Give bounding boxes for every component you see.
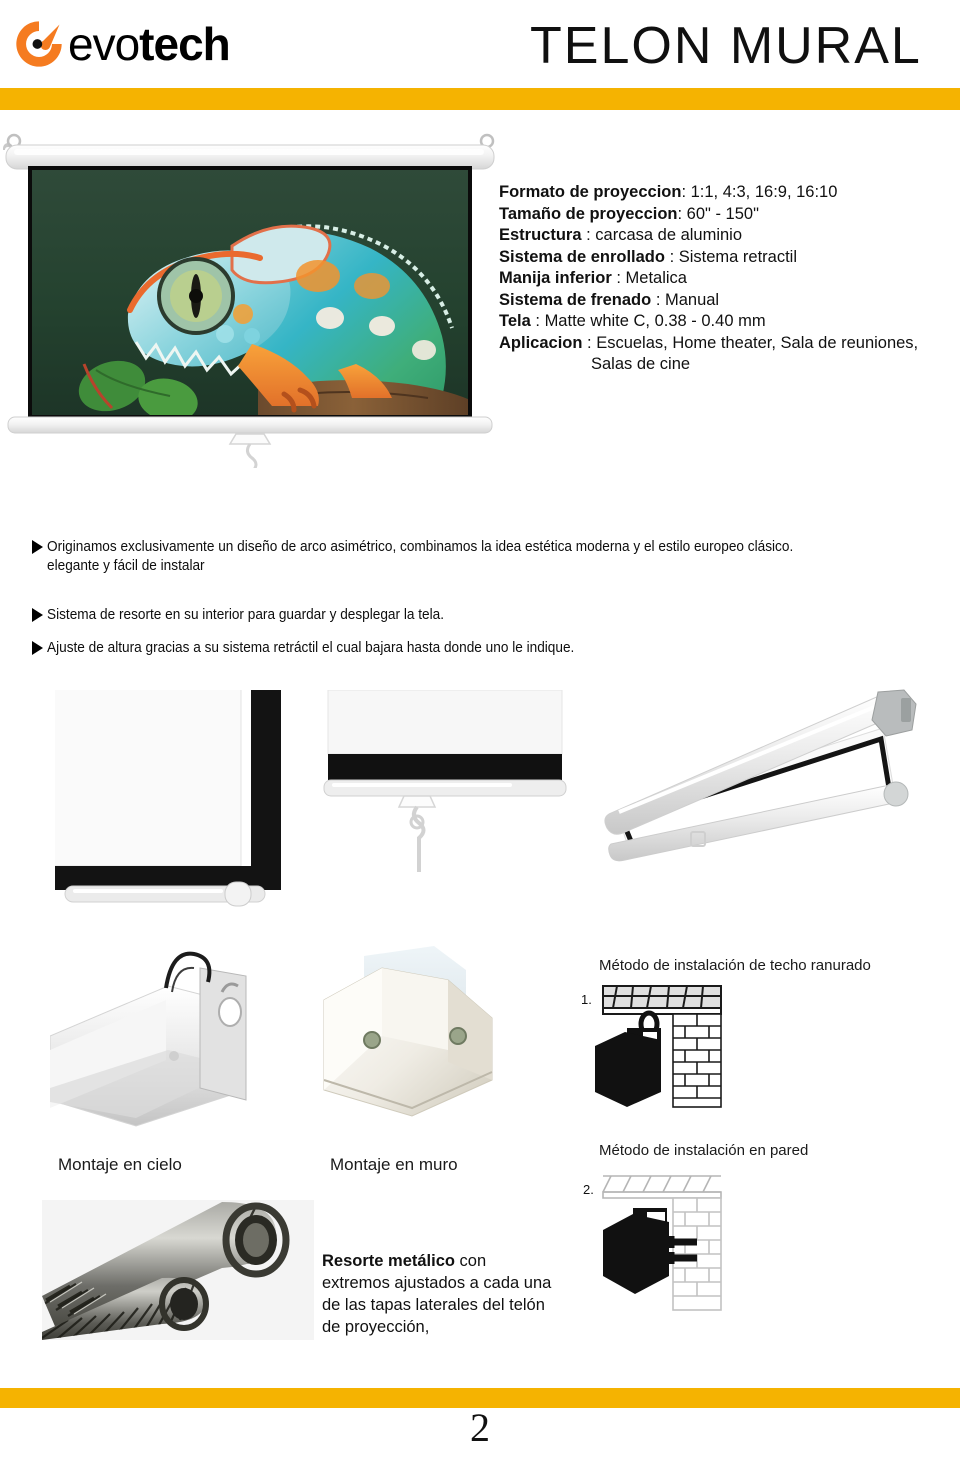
spec-value: Sistema retractil xyxy=(678,247,798,266)
svg-text:2.: 2. xyxy=(583,1182,594,1197)
photo-metal-springs xyxy=(42,1200,314,1340)
diagram-ceiling-installation xyxy=(575,984,740,1109)
spec-value: Escuelas, Home theater, Sala de reuniones, xyxy=(596,333,919,352)
feature-list xyxy=(32,538,952,658)
caption-diagram-wall: Método de instalación en pared xyxy=(599,1142,809,1159)
spec-value: 1:1, 4:3, 16:9, 16:10 xyxy=(690,183,838,201)
hero-section xyxy=(0,110,960,510)
feature-text: Ajuste de altura gracias a su sistema retráctil el cual bajara hasta donde uno le indique. xyxy=(47,640,575,656)
photo-screen-bottom-bar xyxy=(320,690,570,930)
spec-separator: : xyxy=(587,333,597,352)
feature-text-line2: elegante y fácil de instalar xyxy=(47,558,205,574)
spec-separator: : xyxy=(677,204,687,223)
svg-text:1.: 1. xyxy=(581,992,592,1007)
photo-wall-mount-bracket xyxy=(316,940,531,1135)
spec-separator: : xyxy=(655,290,665,309)
specifications-list xyxy=(499,182,959,376)
spec-label: Sistema de enrollado xyxy=(499,247,670,266)
spec-separator: : xyxy=(535,312,545,330)
spec-row xyxy=(499,204,959,226)
spec-label: Aplicacion xyxy=(499,333,588,352)
diagram-wall-installation xyxy=(575,1172,740,1312)
spec-value: Matte white C, 0.38 - 0.40 mm xyxy=(544,312,766,330)
brand-name-light: evo xyxy=(68,18,140,70)
spec-label: Manija inferior xyxy=(499,269,617,287)
caption-wall-mount: Montaje en muro xyxy=(330,1155,458,1174)
feature-item xyxy=(32,606,952,625)
spec-value: Manual xyxy=(664,290,720,309)
brand-logo xyxy=(0,17,230,71)
triangle-bullet-icon xyxy=(32,540,43,554)
feature-text: Sistema de resorte en su interior para guardar y desplegar la tela. xyxy=(47,607,445,623)
caption-ceiling-mount: Montaje en cielo xyxy=(58,1155,182,1174)
feature-text xyxy=(47,538,793,576)
spec-label: Sistema de frenado xyxy=(499,290,656,309)
spec-row xyxy=(499,290,959,312)
triangle-bullet-icon xyxy=(32,608,43,622)
spec-row xyxy=(499,182,959,204)
spec-label: Estructura xyxy=(499,226,587,244)
spec-value: carcasa de aluminio xyxy=(595,226,743,244)
product-photo-projection-screen xyxy=(0,118,500,468)
spec-row xyxy=(499,311,959,333)
page-title: TELON MURAL xyxy=(530,17,922,75)
feature-text-line1: Originamos exclusivamente un diseño de arco asimétrico, combinamos la idea estética moderna y el estilo europeo clásico. xyxy=(47,539,794,555)
spec-row xyxy=(499,268,959,290)
spec-row xyxy=(499,247,959,269)
photo-screen-angled xyxy=(595,684,930,869)
spec-label: Tela xyxy=(499,312,536,330)
feature-item xyxy=(32,538,952,576)
brand-name-bold: tech xyxy=(139,18,230,70)
page-header xyxy=(0,0,960,88)
spec-value-continuation: Salas de cine xyxy=(591,355,691,373)
spec-separator: : xyxy=(586,226,596,244)
spec-value: Metalica xyxy=(625,269,687,287)
brand-wordmark xyxy=(68,18,230,70)
photo-screen-corner xyxy=(55,690,285,920)
feature-item xyxy=(32,639,952,658)
caption-diagram-ceiling: Método de instalación de techo ranurado xyxy=(599,957,871,974)
triangle-bullet-icon xyxy=(32,641,43,655)
spec-row xyxy=(499,225,959,247)
spring-description xyxy=(322,1250,552,1338)
spec-separator: : xyxy=(669,247,679,266)
spring-description-bold: Resorte metálico xyxy=(322,1252,455,1270)
header-accent-bar xyxy=(0,88,960,110)
page-number: 2 xyxy=(470,1405,490,1450)
spec-value: 60" - 150" xyxy=(686,204,759,223)
spec-label: Formato de proyeccion xyxy=(499,183,682,201)
spec-label: Tamaño de proyeccion xyxy=(499,204,678,223)
spec-separator: : xyxy=(616,269,626,287)
evotech-circle-logo-icon xyxy=(12,17,66,71)
photo-ceiling-mount-bracket xyxy=(50,940,285,1135)
spec-row xyxy=(499,333,959,355)
spring-description-rest: con extremos ajustados a cada una de las tapas laterales del telón de proyección, xyxy=(322,1252,552,1336)
spec-separator: : xyxy=(681,183,691,201)
